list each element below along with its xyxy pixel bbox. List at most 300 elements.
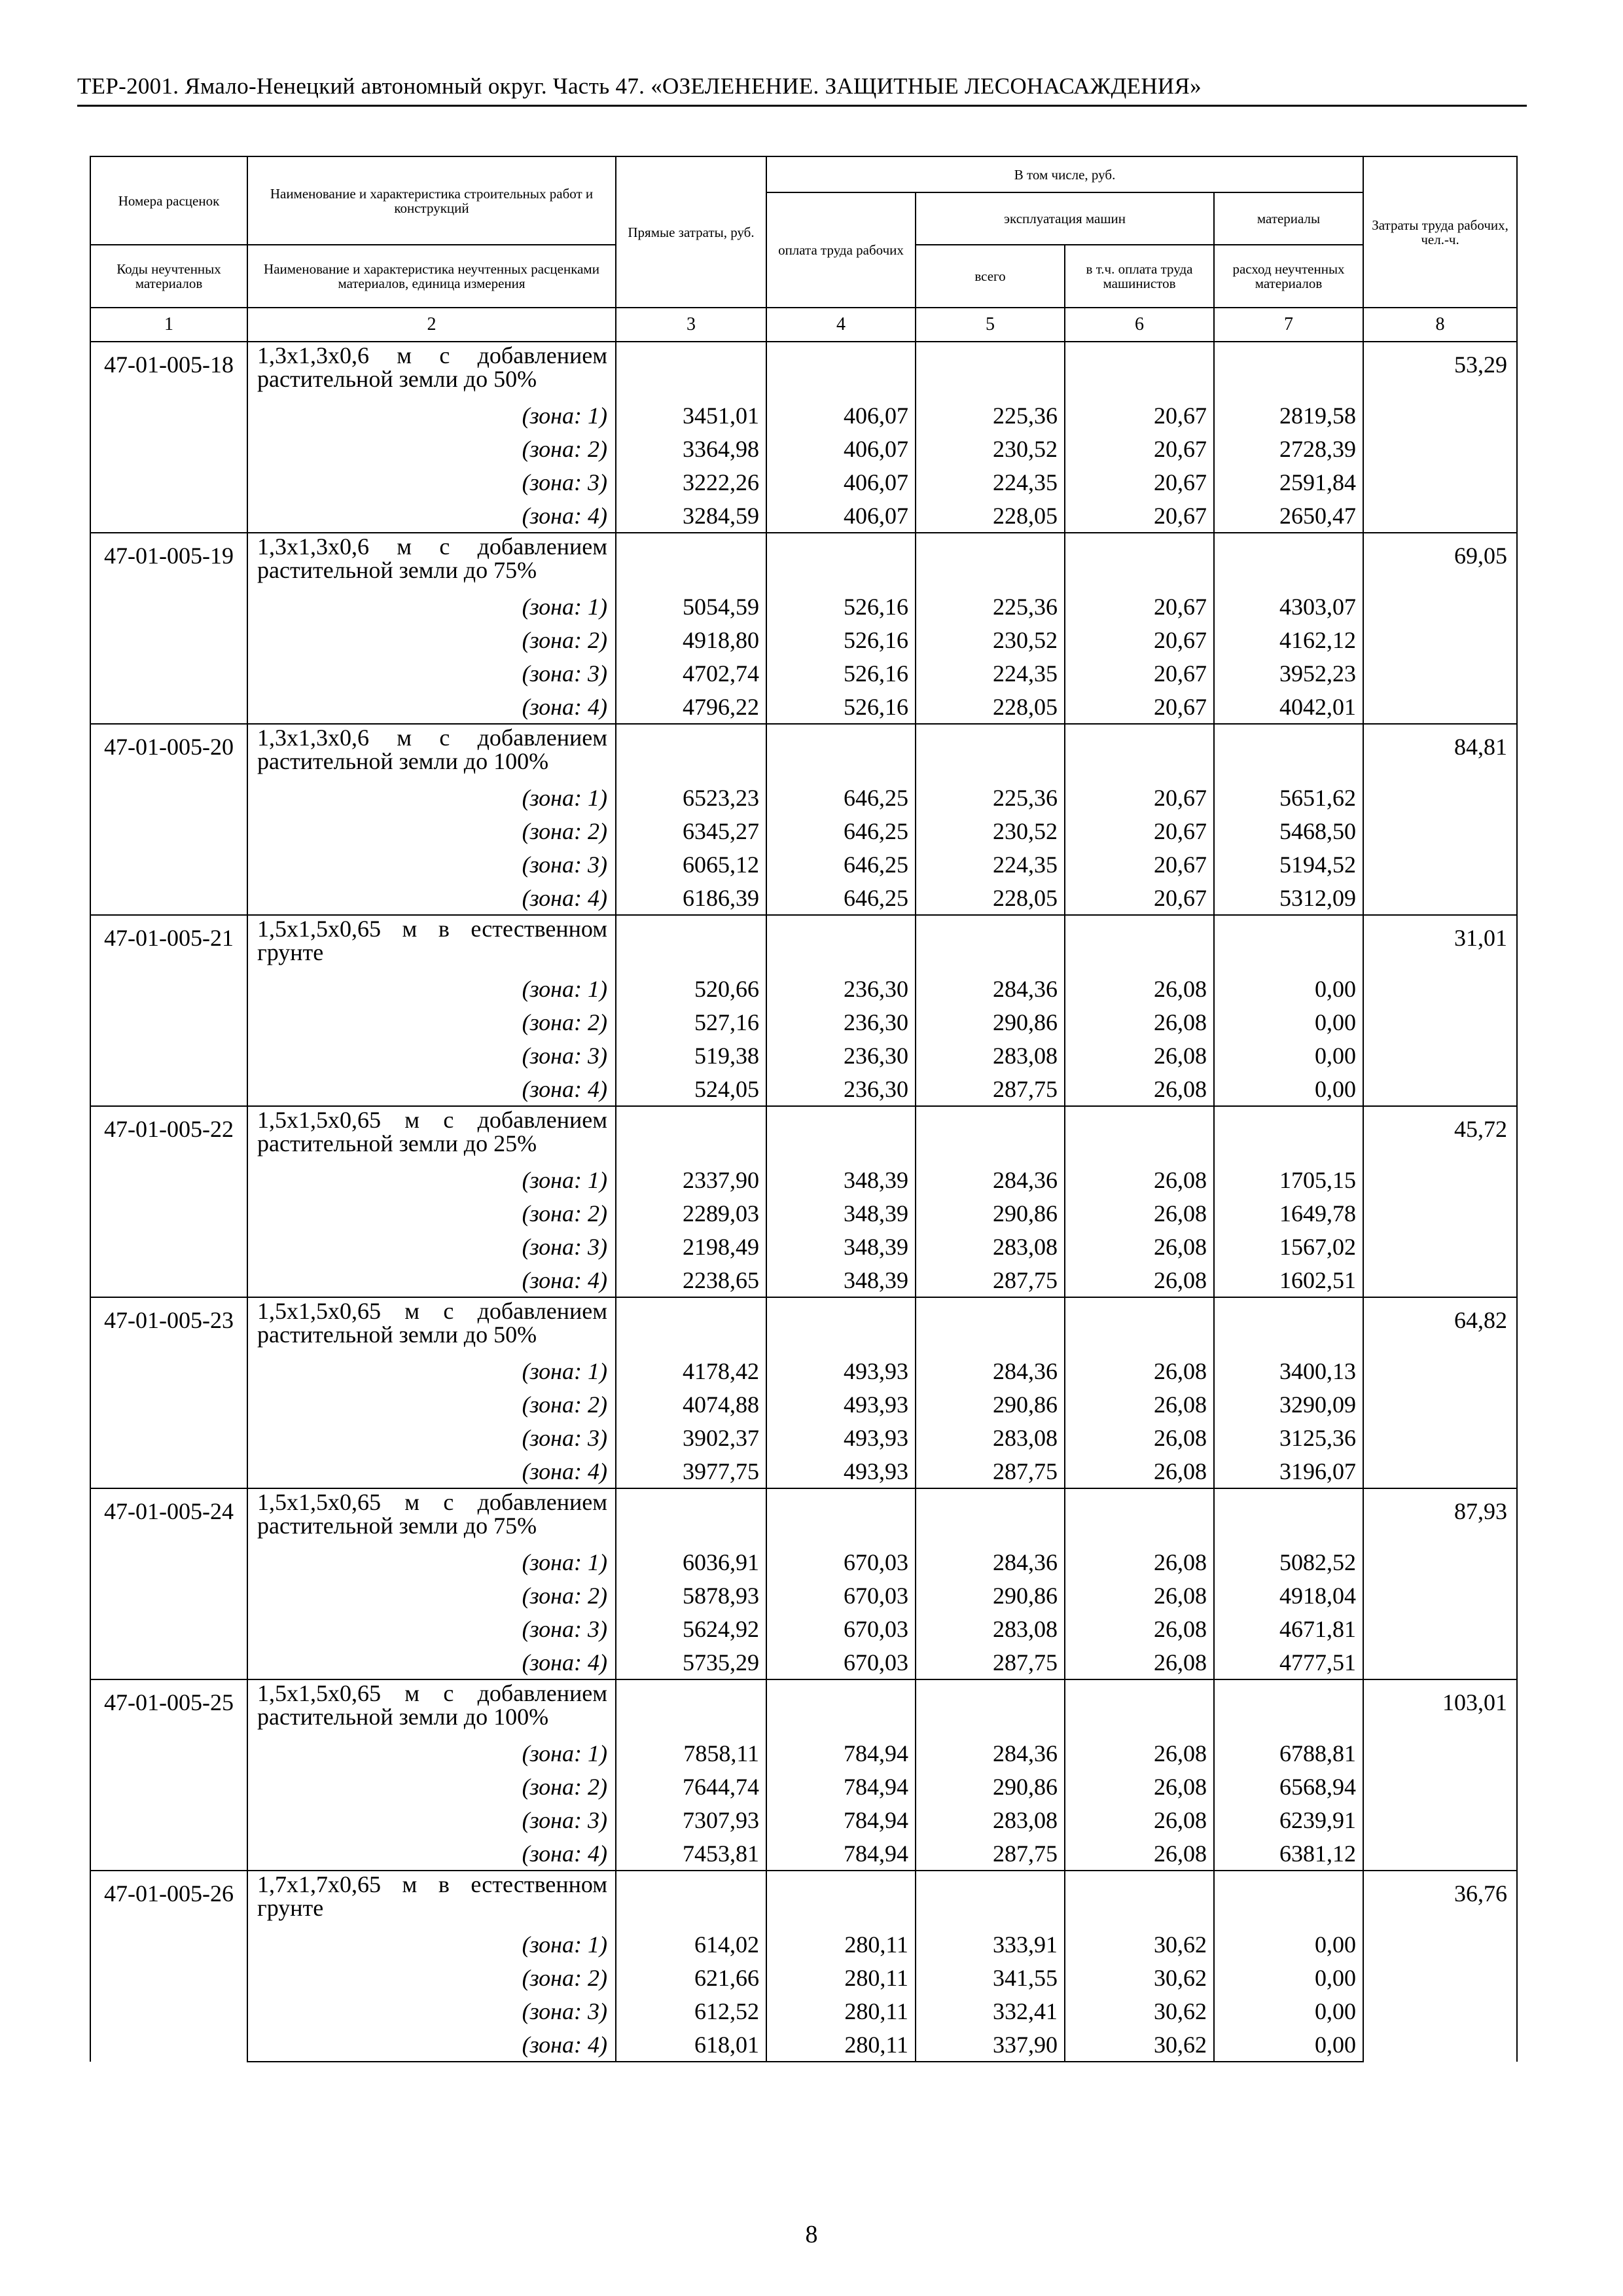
machines-total: 284,36 [916, 1354, 1065, 1388]
zone-row [90, 1770, 1517, 1803]
direct-cost: 519,38 [616, 1039, 766, 1072]
direct-cost: 5054,59 [616, 590, 766, 623]
zone-row [90, 1961, 1517, 1994]
zone-label: (зона: 3) [247, 1612, 616, 1645]
machinist-pay: 20,67 [1065, 781, 1214, 814]
materials-cost: 1602,51 [1214, 1263, 1363, 1297]
machines-total: 333,91 [916, 1928, 1065, 1961]
materials-cost: 6788,81 [1214, 1736, 1363, 1770]
empty-cell [766, 1679, 916, 1736]
machinist-pay: 26,08 [1065, 1803, 1214, 1837]
machines-total: 228,05 [916, 690, 1065, 724]
materials-cost: 5082,52 [1214, 1545, 1363, 1579]
zone-row [90, 1645, 1517, 1679]
machines-total: 224,35 [916, 656, 1065, 690]
empty-cell [1214, 1488, 1363, 1545]
zone-label: (зона: 4) [247, 690, 616, 724]
machines-total: 290,86 [916, 1770, 1065, 1803]
zone-label: (зона: 2) [247, 1196, 616, 1230]
machinist-pay: 20,67 [1065, 690, 1214, 724]
machines-total: 230,52 [916, 814, 1065, 848]
empty-cell [1214, 533, 1363, 590]
worker-pay: 236,30 [766, 1005, 916, 1039]
materials-cost: 3125,36 [1214, 1421, 1363, 1454]
worker-pay: 526,16 [766, 623, 916, 656]
direct-cost: 527,16 [616, 1005, 766, 1039]
machinist-pay: 26,08 [1065, 1454, 1214, 1488]
worker-pay: 784,94 [766, 1736, 916, 1770]
direct-cost: 614,02 [616, 1928, 766, 1961]
worker-pay: 526,16 [766, 690, 916, 724]
zone-row [90, 1545, 1517, 1579]
worker-pay: 348,39 [766, 1230, 916, 1263]
worker-pay: 406,07 [766, 499, 916, 533]
col4-header: оплата труда рабочих [766, 192, 916, 308]
empty-cell [916, 342, 1065, 399]
zone-row [90, 1196, 1517, 1230]
worker-pay: 406,07 [766, 399, 916, 432]
rate-item-group [90, 1871, 1517, 2062]
empty-cell [766, 1871, 916, 1928]
rate-item-group [90, 724, 1517, 915]
direct-cost: 7307,93 [616, 1803, 766, 1837]
zone-label: (зона: 1) [247, 1736, 616, 1770]
worker-pay: 670,03 [766, 1645, 916, 1679]
direct-cost: 3902,37 [616, 1421, 766, 1454]
zone-label: (зона: 1) [247, 1928, 616, 1961]
rate-item-group [90, 342, 1517, 533]
zone-row [90, 1803, 1517, 1837]
zone-row [90, 1579, 1517, 1612]
direct-cost: 6345,27 [616, 814, 766, 848]
group-header: В том числе, руб. [766, 156, 1363, 192]
rate-name: 1,5х1,5х0,65 м в естественном грунте [247, 915, 616, 972]
direct-cost: 6065,12 [616, 848, 766, 881]
zone-row [90, 1354, 1517, 1388]
materials-cost: 3196,07 [1214, 1454, 1363, 1488]
rate-item-group [90, 915, 1517, 1106]
worker-pay: 670,03 [766, 1545, 916, 1579]
rate-item-group [90, 1488, 1517, 1679]
empty-cell [1065, 1297, 1214, 1354]
direct-cost: 2289,03 [616, 1196, 766, 1230]
machinist-pay: 26,08 [1065, 1196, 1214, 1230]
machines-total: 228,05 [916, 499, 1065, 533]
worker-pay: 526,16 [766, 590, 916, 623]
empty-cell [1214, 1871, 1363, 1928]
zone-row [90, 465, 1517, 499]
col1-header-top: Номера расценок [90, 156, 247, 245]
zone-label: (зона: 4) [247, 2028, 616, 2062]
zone-label: (зона: 3) [247, 465, 616, 499]
worker-pay: 784,94 [766, 1770, 916, 1803]
materials-cost: 4671,81 [1214, 1612, 1363, 1645]
machinist-pay: 20,67 [1065, 814, 1214, 848]
rate-code: 47-01-005-26 [90, 1871, 247, 2062]
rate-item-group [90, 1679, 1517, 1871]
zone-label: (зона: 2) [247, 814, 616, 848]
zone-row [90, 690, 1517, 724]
direct-cost: 612,52 [616, 1994, 766, 2028]
machinist-pay: 26,08 [1065, 1354, 1214, 1388]
machinist-pay: 20,67 [1065, 399, 1214, 432]
zone-label: (зона: 4) [247, 1072, 616, 1106]
labor-cost: 84,81 [1363, 724, 1517, 915]
empty-cell [616, 1106, 766, 1163]
zone-label: (зона: 3) [247, 848, 616, 881]
rate-name: 1,5х1,5х0,65 м с добавлением растительной земли до 25% [247, 1106, 616, 1163]
materials-cost: 6568,94 [1214, 1770, 1363, 1803]
machines-total: 224,35 [916, 848, 1065, 881]
materials-cost: 2591,84 [1214, 465, 1363, 499]
direct-cost: 7644,74 [616, 1770, 766, 1803]
empty-cell [916, 1679, 1065, 1736]
empty-cell [616, 533, 766, 590]
col1-header-bottom: Коды неучтенных материалов [90, 245, 247, 308]
worker-pay: 646,25 [766, 881, 916, 915]
col5-header: всего [916, 245, 1065, 308]
empty-cell [1065, 1488, 1214, 1545]
empty-cell [1214, 1679, 1363, 1736]
zone-row [90, 1612, 1517, 1645]
direct-cost: 5735,29 [616, 1645, 766, 1679]
zone-row [90, 1005, 1517, 1039]
machinist-pay: 30,62 [1065, 1928, 1214, 1961]
machinist-pay: 30,62 [1065, 1994, 1214, 2028]
col2-header-bottom: Наименование и характеристика неучтенных расценками материалов, единица измерения [247, 245, 616, 308]
worker-pay: 670,03 [766, 1579, 916, 1612]
materials-cost: 4918,04 [1214, 1579, 1363, 1612]
labor-cost: 45,72 [1363, 1106, 1517, 1297]
zone-label: (зона: 3) [247, 1230, 616, 1263]
machinist-pay: 26,08 [1065, 1645, 1214, 1679]
labor-cost: 53,29 [1363, 342, 1517, 533]
zone-label: (зона: 4) [247, 881, 616, 915]
table-row [90, 533, 1517, 590]
machines-total: 225,36 [916, 590, 1065, 623]
column-number: 2 [247, 308, 616, 342]
zone-label: (зона: 3) [247, 1994, 616, 2028]
zone-row [90, 1230, 1517, 1263]
machinist-pay: 30,62 [1065, 1961, 1214, 1994]
machines-total: 230,52 [916, 432, 1065, 465]
zone-label: (зона: 1) [247, 399, 616, 432]
empty-cell [1214, 915, 1363, 972]
machines-total: 283,08 [916, 1230, 1065, 1263]
machinist-pay: 26,08 [1065, 1230, 1214, 1263]
empty-cell [766, 915, 916, 972]
machines-total: 287,75 [916, 1645, 1065, 1679]
worker-pay: 348,39 [766, 1196, 916, 1230]
materials-cost: 5312,09 [1214, 881, 1363, 915]
materials-cost: 0,00 [1214, 1928, 1363, 1961]
worker-pay: 236,30 [766, 1072, 916, 1106]
machinist-pay: 26,08 [1065, 1163, 1214, 1196]
worker-pay: 236,30 [766, 972, 916, 1005]
zone-row [90, 781, 1517, 814]
materials-cost: 0,00 [1214, 1994, 1363, 2028]
zone-label: (зона: 1) [247, 1163, 616, 1196]
materials-cost: 1705,15 [1214, 1163, 1363, 1196]
empty-cell [766, 724, 916, 781]
zone-label: (зона: 3) [247, 656, 616, 690]
materials-cost: 4042,01 [1214, 690, 1363, 724]
materials-cost: 0,00 [1214, 2028, 1363, 2062]
direct-cost: 2198,49 [616, 1230, 766, 1263]
machinist-pay: 26,08 [1065, 1039, 1214, 1072]
empty-cell [616, 342, 766, 399]
empty-cell [766, 533, 916, 590]
empty-cell [766, 1106, 916, 1163]
direct-cost: 5624,92 [616, 1612, 766, 1645]
machinist-pay: 30,62 [1065, 2028, 1214, 2062]
machinist-pay: 26,08 [1065, 972, 1214, 1005]
materials-cost: 2728,39 [1214, 432, 1363, 465]
worker-pay: 646,25 [766, 848, 916, 881]
materials-cost: 5651,62 [1214, 781, 1363, 814]
materials-cost: 6239,91 [1214, 1803, 1363, 1837]
machines-total: 290,86 [916, 1005, 1065, 1039]
materials-cost: 5194,52 [1214, 848, 1363, 881]
empty-cell [1065, 724, 1214, 781]
materials-cost: 2650,47 [1214, 499, 1363, 533]
materials-cost: 3952,23 [1214, 656, 1363, 690]
table-row [90, 724, 1517, 781]
labor-cost: 64,82 [1363, 1297, 1517, 1488]
direct-cost: 4702,74 [616, 656, 766, 690]
machines-total: 283,08 [916, 1612, 1065, 1645]
worker-pay: 784,94 [766, 1837, 916, 1871]
direct-cost: 4178,42 [616, 1354, 766, 1388]
zone-row [90, 1039, 1517, 1072]
machines-total: 287,75 [916, 1454, 1065, 1488]
zone-row [90, 814, 1517, 848]
materials-cost: 0,00 [1214, 1072, 1363, 1106]
col2-header-top: Наименование и характеристика строительных работ и конструкций [247, 156, 616, 245]
worker-pay: 348,39 [766, 1263, 916, 1297]
worker-pay: 406,07 [766, 465, 916, 499]
zone-row [90, 499, 1517, 533]
empty-cell [616, 1871, 766, 1928]
zone-row [90, 399, 1517, 432]
zone-row [90, 1837, 1517, 1871]
column-number: 7 [1214, 308, 1363, 342]
zone-label: (зона: 2) [247, 1388, 616, 1421]
rate-item-group [90, 1297, 1517, 1488]
labor-cost: 103,01 [1363, 1679, 1517, 1871]
worker-pay: 348,39 [766, 1163, 916, 1196]
column-number: 1 [90, 308, 247, 342]
zone-label: (зона: 4) [247, 499, 616, 533]
direct-cost: 3977,75 [616, 1454, 766, 1488]
page-header-title: ТЕР-2001. Ямало-Ненецкий автономный округ. Часть 47. «ОЗЕЛЕНЕНИЕ. ЗАЩИТНЫЕ ЛЕСОНАСАЖДЕНИЯ» [77, 73, 1202, 99]
empty-cell [916, 1871, 1065, 1928]
direct-cost: 6186,39 [616, 881, 766, 915]
machinist-pay: 26,08 [1065, 1612, 1214, 1645]
column-number: 5 [916, 308, 1065, 342]
worker-pay: 526,16 [766, 656, 916, 690]
materials-cost: 4162,12 [1214, 623, 1363, 656]
machinist-pay: 26,08 [1065, 1421, 1214, 1454]
worker-pay: 493,93 [766, 1421, 916, 1454]
zone-label: (зона: 3) [247, 1421, 616, 1454]
zone-label: (зона: 2) [247, 623, 616, 656]
zone-row [90, 1263, 1517, 1297]
col3-header: Прямые затраты, руб. [616, 156, 766, 308]
empty-cell [916, 1106, 1065, 1163]
header-rule [77, 105, 1527, 107]
empty-cell [616, 724, 766, 781]
machinist-pay: 26,08 [1065, 1545, 1214, 1579]
empty-cell [616, 915, 766, 972]
machines-total: 341,55 [916, 1961, 1065, 1994]
labor-cost: 31,01 [1363, 915, 1517, 1106]
machinist-pay: 26,08 [1065, 1736, 1214, 1770]
rate-name: 1,3х1,3х0,6 м с добавлением растительной земли до 50% [247, 342, 616, 399]
direct-cost: 5878,93 [616, 1579, 766, 1612]
machines-total: 287,75 [916, 1072, 1065, 1106]
zone-row [90, 1163, 1517, 1196]
worker-pay: 493,93 [766, 1454, 916, 1488]
rate-name: 1,3х1,3х0,6 м с добавлением растительной земли до 75% [247, 533, 616, 590]
direct-cost: 6523,23 [616, 781, 766, 814]
direct-cost: 6036,91 [616, 1545, 766, 1579]
zone-label: (зона: 4) [247, 1263, 616, 1297]
rate-code: 47-01-005-25 [90, 1679, 247, 1871]
zone-row [90, 1454, 1517, 1488]
direct-cost: 3284,59 [616, 499, 766, 533]
zone-label: (зона: 4) [247, 1454, 616, 1488]
materials-cost: 6381,12 [1214, 1837, 1363, 1871]
worker-pay: 646,25 [766, 814, 916, 848]
direct-cost: 3451,01 [616, 399, 766, 432]
zone-label: (зона: 1) [247, 1354, 616, 1388]
rate-code: 47-01-005-21 [90, 915, 247, 1106]
empty-cell [616, 1488, 766, 1545]
worker-pay: 236,30 [766, 1039, 916, 1072]
rate-name: 1,5х1,5х0,65 м с добавлением растительной земли до 50% [247, 1297, 616, 1354]
rate-name: 1,5х1,5х0,65 м с добавлением растительной земли до 75% [247, 1488, 616, 1545]
direct-cost: 618,01 [616, 2028, 766, 2062]
machinist-pay: 20,67 [1065, 499, 1214, 533]
materials-cost: 4303,07 [1214, 590, 1363, 623]
worker-pay: 280,11 [766, 1994, 916, 2028]
zone-label: (зона: 3) [247, 1803, 616, 1837]
col6-header: в т.ч. оплата труда машинистов [1065, 245, 1214, 308]
rate-code: 47-01-005-23 [90, 1297, 247, 1488]
machines-total: 225,36 [916, 399, 1065, 432]
column-number: 6 [1065, 308, 1214, 342]
machines-total: 230,52 [916, 623, 1065, 656]
zone-row [90, 432, 1517, 465]
machines-total: 225,36 [916, 781, 1065, 814]
zone-row [90, 623, 1517, 656]
table-row [90, 1297, 1517, 1354]
direct-cost: 7858,11 [616, 1736, 766, 1770]
rate-code: 47-01-005-24 [90, 1488, 247, 1679]
table-row [90, 1871, 1517, 1928]
machines-total: 283,08 [916, 1803, 1065, 1837]
zone-row [90, 1421, 1517, 1454]
machines-total: 283,08 [916, 1421, 1065, 1454]
machinist-pay: 20,67 [1065, 656, 1214, 690]
direct-cost: 7453,81 [616, 1837, 766, 1871]
machines-header: эксплуатация машин [916, 192, 1214, 245]
column-number: 4 [766, 308, 916, 342]
zone-label: (зона: 2) [247, 1961, 616, 1994]
materials-cost: 2819,58 [1214, 399, 1363, 432]
rate-code: 47-01-005-19 [90, 533, 247, 724]
page-number: 8 [805, 2221, 818, 2248]
direct-cost: 4796,22 [616, 690, 766, 724]
zone-row [90, 1072, 1517, 1106]
materials-cost: 1649,78 [1214, 1196, 1363, 1230]
zone-row [90, 1994, 1517, 2028]
direct-cost: 2238,65 [616, 1263, 766, 1297]
rates-table [90, 156, 1518, 2062]
empty-cell [1065, 1679, 1214, 1736]
machines-total: 284,36 [916, 972, 1065, 1005]
worker-pay: 670,03 [766, 1612, 916, 1645]
worker-pay: 493,93 [766, 1388, 916, 1421]
empty-cell [766, 1297, 916, 1354]
machines-total: 287,75 [916, 1837, 1065, 1871]
materials-cost: 3290,09 [1214, 1388, 1363, 1421]
materials-cost: 0,00 [1214, 972, 1363, 1005]
materials-cost: 5468,50 [1214, 814, 1363, 848]
labor-cost: 87,93 [1363, 1488, 1517, 1679]
empty-cell [916, 1297, 1065, 1354]
col8-header: Затраты труда рабочих, чел.-ч. [1363, 156, 1517, 308]
empty-cell [916, 1488, 1065, 1545]
machinist-pay: 20,67 [1065, 590, 1214, 623]
zone-row [90, 1388, 1517, 1421]
machines-total: 290,86 [916, 1579, 1065, 1612]
materials-cost: 1567,02 [1214, 1230, 1363, 1263]
zone-row [90, 2028, 1517, 2062]
zone-row [90, 972, 1517, 1005]
direct-cost: 3222,26 [616, 465, 766, 499]
machines-total: 284,36 [916, 1163, 1065, 1196]
zone-label: (зона: 4) [247, 1645, 616, 1679]
rate-item-group [90, 533, 1517, 724]
materials-cost: 3400,13 [1214, 1354, 1363, 1388]
zone-label: (зона: 4) [247, 1837, 616, 1871]
machinist-pay: 26,08 [1065, 1579, 1214, 1612]
empty-cell [916, 533, 1065, 590]
column-number: 8 [1363, 308, 1517, 342]
labor-cost: 36,76 [1363, 1871, 1517, 2062]
zone-row [90, 848, 1517, 881]
zone-label: (зона: 1) [247, 781, 616, 814]
machinist-pay: 20,67 [1065, 881, 1214, 915]
table-header [90, 156, 1517, 342]
zone-label: (зона: 2) [247, 1770, 616, 1803]
rate-name: 1,7х1,7х0,65 м в естественном грунте [247, 1871, 616, 1928]
materials-cost: 0,00 [1214, 1961, 1363, 1994]
machines-total: 337,90 [916, 2028, 1065, 2062]
table-row [90, 342, 1517, 399]
zone-row [90, 1928, 1517, 1961]
empty-cell [1214, 1106, 1363, 1163]
empty-cell [766, 1488, 916, 1545]
machines-total: 284,36 [916, 1736, 1065, 1770]
table-row [90, 915, 1517, 972]
zone-row [90, 590, 1517, 623]
empty-cell [1065, 1871, 1214, 1928]
empty-cell [1065, 533, 1214, 590]
machinist-pay: 20,67 [1065, 432, 1214, 465]
